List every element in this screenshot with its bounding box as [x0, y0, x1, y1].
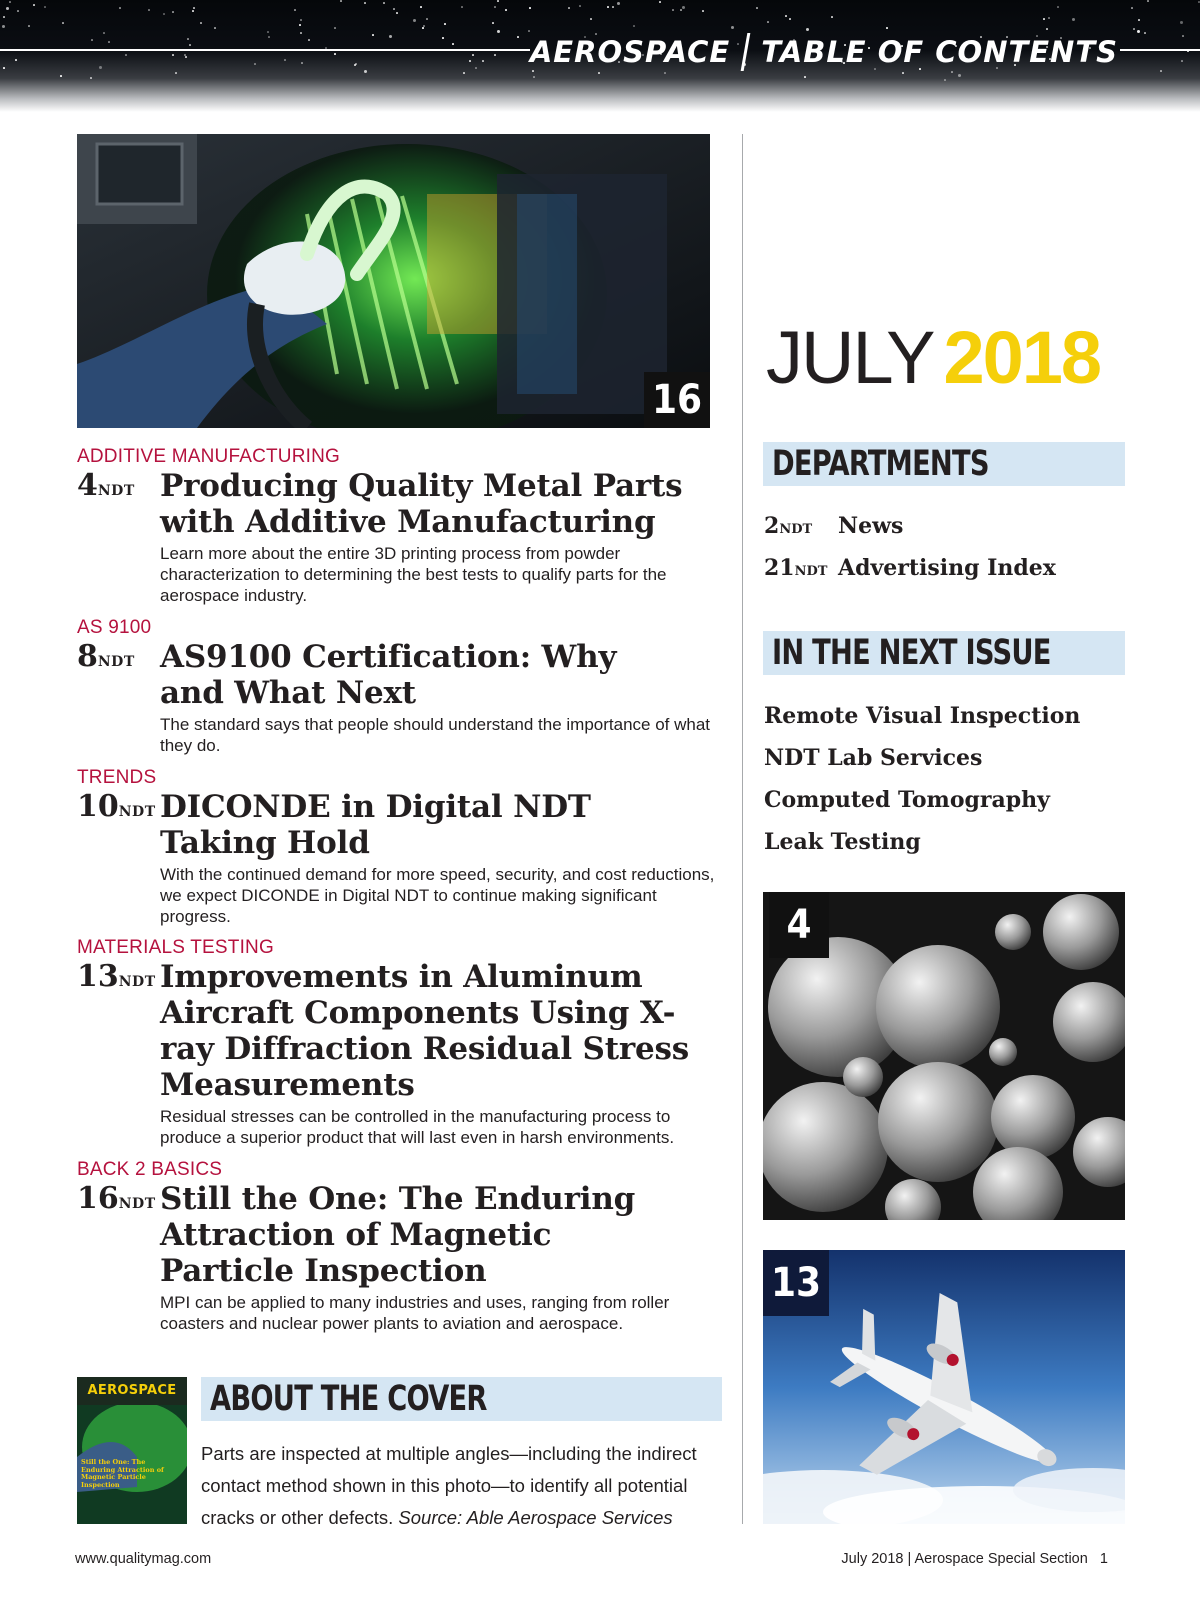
star	[62, 22, 64, 24]
star	[633, 25, 635, 27]
department-label[interactable]: News	[838, 513, 904, 539]
star	[1057, 6, 1059, 8]
star	[469, 60, 471, 62]
article-description: Learn more about the entire 3D printing process from powder characterization to determining the best tests to qualify parts for the aerospace industry.	[160, 544, 667, 605]
star	[28, 25, 30, 27]
article-title[interactable]: Producing Quality Metal Parts with Additive Manufacturing	[160, 468, 683, 540]
star	[299, 24, 301, 26]
star	[91, 39, 93, 41]
star	[806, 28, 809, 31]
cover-thumb-headline: Still the One: The Enduring Attraction of Magnetic Particle Inspection	[81, 1458, 164, 1489]
star	[958, 74, 961, 77]
next-issue-item: Computed Tomography	[764, 787, 1050, 813]
star	[902, 72, 904, 74]
article-page-number: 16NDT	[77, 1181, 156, 1216]
star	[172, 54, 174, 56]
article-kicker: AS 9100	[77, 617, 152, 638]
star	[494, 54, 496, 56]
star	[301, 62, 303, 64]
powder-page-badge: 4	[769, 892, 829, 958]
star	[804, 76, 806, 78]
star	[533, 76, 535, 78]
star	[393, 8, 395, 10]
star	[886, 27, 888, 29]
star	[364, 70, 367, 73]
star	[200, 22, 202, 24]
star	[193, 7, 195, 9]
star	[9, 1, 11, 3]
star	[1160, 70, 1162, 72]
star	[426, 18, 428, 20]
star	[420, 6, 422, 8]
star	[3, 67, 5, 69]
cover-thumbnail-image	[77, 1377, 187, 1524]
star	[3, 16, 5, 18]
star	[702, 10, 704, 12]
article-description: MPI can be applied to many industries and uses, ranging from roller coasters and nuclear power plants to aviation and aerospace.	[160, 1293, 670, 1333]
article-kicker: TRENDS	[77, 767, 157, 788]
star	[664, 72, 666, 74]
page-header	[0, 0, 1200, 112]
star	[579, 5, 581, 7]
star	[672, 9, 674, 11]
hero-photo[interactable]	[77, 134, 710, 428]
star	[659, 1, 661, 3]
star	[529, 7, 531, 9]
column-divider	[742, 134, 743, 1524]
department-page-number: 21NDT	[764, 555, 828, 581]
star	[505, 9, 507, 11]
department-page-number: 2NDT	[764, 513, 813, 539]
star	[1131, 7, 1133, 9]
star	[1181, 60, 1183, 62]
star	[612, 6, 614, 8]
article-page-number: 4NDT	[77, 468, 135, 503]
star	[108, 41, 110, 43]
star	[15, 59, 17, 61]
star	[831, 16, 833, 18]
article-entry[interactable]	[77, 937, 727, 1148]
star	[680, 9, 682, 11]
star	[482, 60, 484, 62]
star	[364, 2, 366, 4]
star	[1137, 30, 1140, 33]
star	[475, 67, 477, 69]
star	[90, 77, 92, 79]
star	[340, 0, 342, 2]
star	[944, 79, 946, 81]
next-issue-heading: IN THE NEXT ISSUE	[763, 631, 1125, 675]
star	[254, 63, 256, 65]
star	[189, 44, 191, 46]
star	[300, 19, 302, 21]
star	[99, 66, 102, 69]
star	[472, 54, 474, 56]
star	[1198, 1, 1200, 3]
next-issue-item: NDT Lab Services	[764, 745, 983, 771]
star	[682, 6, 685, 9]
star	[598, 72, 600, 74]
star	[463, 72, 465, 74]
star	[172, 11, 174, 13]
star	[175, 72, 177, 74]
header-rule-left	[0, 49, 530, 51]
star	[568, 7, 570, 9]
star	[284, 59, 286, 61]
star	[756, 7, 758, 9]
article-page-number: 10NDT	[77, 789, 156, 824]
star	[184, 54, 186, 56]
article-kicker: MATERIALS TESTING	[77, 937, 274, 958]
next-issue-item: Remote Visual Inspection	[764, 703, 1081, 729]
issue-month: JULY	[766, 316, 934, 399]
about-cover-source: Source: Able Aerospace Services	[398, 1507, 673, 1528]
star	[731, 26, 734, 29]
star	[268, 36, 270, 38]
header-divider	[741, 33, 751, 71]
article-title[interactable]: AS9100 Certification: Why and What Next	[160, 639, 617, 711]
department-item[interactable]	[764, 513, 903, 545]
article-title[interactable]: Improvements in Aluminum Aircraft Components Using X-ray Diffraction Residual Stress Measurements	[160, 959, 690, 1103]
star	[6, 7, 9, 10]
article-description: The standard says that people should understand the importance of what they do.	[160, 715, 711, 755]
article-kicker: BACK 2 BASICS	[77, 1159, 223, 1180]
star	[214, 27, 216, 29]
star	[163, 13, 165, 15]
header-rule-right	[1120, 49, 1200, 51]
article-title[interactable]: DICONDE in Digital NDT Taking Hold	[160, 789, 591, 861]
article-title[interactable]: Still the One: The Enduring Attraction of Magnetic Particle Inspection	[160, 1181, 636, 1289]
cover-thumbnail[interactable]	[77, 1377, 187, 1524]
article-page-number: 8NDT	[77, 639, 135, 674]
star	[119, 7, 121, 9]
star	[413, 19, 416, 22]
footer-website[interactable]: www.qualitymag.com	[75, 1551, 212, 1567]
star	[187, 38, 189, 40]
article-entry[interactable]	[77, 1159, 727, 1334]
article-entry[interactable]	[77, 446, 727, 606]
star	[1046, 28, 1048, 30]
star	[789, 18, 791, 20]
star	[590, 18, 592, 20]
hero-page-badge: 16	[644, 372, 710, 428]
star	[785, 15, 787, 17]
article-description: Residual stresses can be controlled in the manufacturing process to produce a superior product that will last even in harsh environments.	[160, 1107, 675, 1147]
star	[461, 6, 463, 8]
star	[389, 35, 392, 38]
star	[1138, 19, 1140, 21]
star	[354, 64, 356, 66]
header-title	[530, 32, 1118, 72]
star	[422, 27, 424, 29]
star	[334, 27, 336, 29]
star	[494, 6, 496, 8]
star	[103, 32, 105, 34]
star	[383, 2, 385, 4]
star	[442, 37, 444, 39]
star	[767, 21, 769, 23]
article-kicker: ADDITIVE MANUFACTURING	[77, 446, 341, 467]
star	[308, 39, 310, 41]
star	[607, 6, 609, 8]
airplane-photo[interactable]	[763, 1250, 1125, 1524]
star	[497, 30, 500, 33]
star	[444, 23, 446, 25]
departments-heading: DEPARTMENTS	[763, 442, 1125, 486]
star	[192, 10, 194, 12]
star	[294, 9, 296, 11]
star	[1072, 18, 1075, 21]
star	[1180, 21, 1183, 24]
footer-page-number: 1	[1099, 1551, 1108, 1567]
star	[1048, 17, 1050, 19]
star	[33, 4, 35, 6]
powder-photo[interactable]	[763, 892, 1125, 1220]
star	[185, 56, 187, 58]
next-issue-item: Leak Testing	[764, 829, 921, 855]
star	[497, 0, 499, 2]
star	[1043, 18, 1045, 20]
article-entry[interactable]	[77, 767, 727, 927]
airplane-page-badge: 13	[763, 1250, 829, 1316]
star	[334, 53, 336, 55]
star	[617, 2, 620, 5]
star	[44, 6, 46, 8]
star	[396, 12, 398, 14]
article-description: With the continued demand for more speed, security, and cost reductions, we expect DICONDE in Digital NDT to continue making significant progress.	[160, 865, 715, 926]
star	[267, 31, 269, 33]
star	[60, 75, 62, 77]
about-cover-heading: ABOUT THE COVER	[201, 1377, 722, 1421]
department-label[interactable]: Advertising Index	[838, 555, 1056, 581]
star	[1133, 28, 1135, 30]
cover-thumb-masthead: AEROSPACE	[87, 1383, 177, 1398]
about-cover-text: Parts are inspected at multiple angles—including the indirect contact method shown in this photo—to identify all potential cracks or other defects. Source: Able Aerospace Services	[201, 1443, 697, 1528]
header-toc: TABLE OF CONTENTS	[761, 35, 1118, 69]
article-page-number: 13NDT	[77, 959, 156, 994]
star	[300, 32, 302, 34]
star	[517, 36, 519, 38]
star	[452, 43, 454, 45]
department-item[interactable]	[764, 555, 1056, 587]
star	[492, 22, 494, 24]
star	[148, 9, 150, 11]
header-section: AEROSPACE	[529, 35, 731, 69]
star	[17, 10, 19, 12]
star	[1144, 32, 1146, 34]
star	[2, 25, 5, 28]
star	[372, 34, 374, 36]
issue-year: 2018	[943, 316, 1101, 399]
star	[125, 54, 127, 56]
issue-date	[766, 318, 1100, 398]
hero-photo-image	[77, 134, 710, 428]
star	[1182, 35, 1184, 37]
article-entry[interactable]	[77, 617, 727, 756]
star	[1147, 0, 1149, 2]
footer-folio: July 2018 | Aerospace Special Section 1	[841, 1551, 1108, 1567]
